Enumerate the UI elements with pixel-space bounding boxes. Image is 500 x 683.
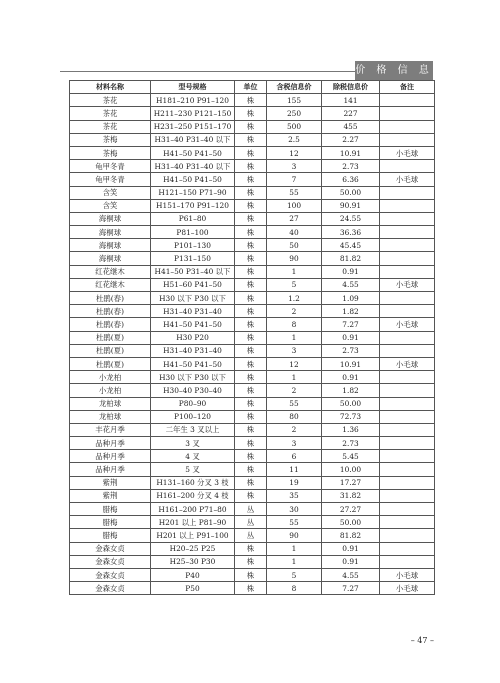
cell-price-notax: 2.73 xyxy=(322,160,380,173)
cell-unit: 株 xyxy=(235,344,267,357)
cell-unit: 株 xyxy=(235,305,267,318)
cell-material: 金森女贞 xyxy=(70,582,151,595)
cell-remark xyxy=(380,437,435,450)
cell-unit: 株 xyxy=(235,450,267,463)
cell-material: 龟甲冬青 xyxy=(70,160,151,173)
cell-spec: P101–130 xyxy=(151,239,235,252)
cell-price-tax: 30 xyxy=(267,503,322,516)
cell-price-tax: 55 xyxy=(267,516,322,529)
cell-material: 杜鹃(春) xyxy=(70,318,151,331)
cell-price-notax: 36.36 xyxy=(322,226,380,239)
cell-material: 丰花月季 xyxy=(70,423,151,436)
table-row xyxy=(70,265,435,278)
cell-material: 红花继木 xyxy=(70,265,151,278)
cell-remark xyxy=(380,503,435,516)
cell-spec: H30–40 P30–40 xyxy=(151,384,235,397)
cell-material: 龙柏球 xyxy=(70,397,151,410)
table-row xyxy=(70,463,435,476)
cell-remark: 小毛球 xyxy=(380,357,435,370)
cell-price-tax: 1 xyxy=(267,331,322,344)
table-row xyxy=(70,186,435,199)
cell-unit: 株 xyxy=(235,331,267,344)
cell-unit: 株 xyxy=(235,212,267,225)
cell-spec: H25–30 P30 xyxy=(151,555,235,568)
cell-price-tax: 1 xyxy=(267,542,322,555)
cell-price-notax: 0.91 xyxy=(322,265,380,278)
cell-spec: H211–230 P121–150 xyxy=(151,107,235,120)
cell-spec: P61–80 xyxy=(151,212,235,225)
cell-remark xyxy=(380,292,435,305)
table-row xyxy=(70,278,435,291)
cell-remark xyxy=(380,186,435,199)
cell-price-notax: 6.36 xyxy=(322,173,380,186)
cell-spec: H201 以上 P91–100 xyxy=(151,529,235,542)
table-row xyxy=(70,503,435,516)
cell-material: 品种月季 xyxy=(70,463,151,476)
table-row xyxy=(70,146,435,159)
cell-material: 龙柏球 xyxy=(70,410,151,423)
cell-spec: H231–250 P151–170 xyxy=(151,120,235,133)
cell-remark xyxy=(380,331,435,344)
cell-price-tax: 8 xyxy=(267,318,322,331)
cell-unit: 株 xyxy=(235,186,267,199)
cell-unit: 株 xyxy=(235,397,267,410)
cell-price-notax: 27.27 xyxy=(322,503,380,516)
cell-remark: 小毛球 xyxy=(380,146,435,159)
cell-price-notax: 17.27 xyxy=(322,476,380,489)
cell-price-tax: 2.5 xyxy=(267,133,322,146)
cell-price-notax: 50.00 xyxy=(322,516,380,529)
cell-spec: 5 叉 xyxy=(151,463,235,476)
cell-price-tax: 5 xyxy=(267,568,322,581)
cell-material: 品种月季 xyxy=(70,450,151,463)
cell-price-tax: 3 xyxy=(267,160,322,173)
cell-unit: 株 xyxy=(235,357,267,370)
cell-price-notax: 0.91 xyxy=(322,331,380,344)
cell-material: 紫荆 xyxy=(70,489,151,502)
table-row xyxy=(70,516,435,529)
cell-price-notax: 455 xyxy=(322,120,380,133)
table-row xyxy=(70,226,435,239)
cell-unit: 株 xyxy=(235,489,267,502)
cell-price-notax: 10.00 xyxy=(322,463,380,476)
cell-unit: 株 xyxy=(235,265,267,278)
cell-material: 金森女贞 xyxy=(70,568,151,581)
cell-material: 茶花 xyxy=(70,120,151,133)
cell-remark xyxy=(380,265,435,278)
col-header-unit: 单位 xyxy=(235,81,267,94)
cell-remark: 小毛球 xyxy=(380,318,435,331)
cell-remark xyxy=(380,120,435,133)
cell-price-notax: 24.55 xyxy=(322,212,380,225)
cell-price-tax: 80 xyxy=(267,410,322,423)
cell-unit: 株 xyxy=(235,107,267,120)
cell-spec: H31–40 P31–40 xyxy=(151,305,235,318)
cell-spec: 4 叉 xyxy=(151,450,235,463)
cell-spec: P81–100 xyxy=(151,226,235,239)
cell-remark xyxy=(380,450,435,463)
cell-material: 紫荆 xyxy=(70,476,151,489)
cell-material: 含笑 xyxy=(70,199,151,212)
section-header xyxy=(60,64,433,79)
cell-price-notax: 0.91 xyxy=(322,371,380,384)
cell-remark xyxy=(380,542,435,555)
cell-material: 茶花 xyxy=(70,107,151,120)
cell-unit: 株 xyxy=(235,542,267,555)
table-row xyxy=(70,437,435,450)
cell-price-tax: 100 xyxy=(267,199,322,212)
table-row xyxy=(70,476,435,489)
cell-material: 品种月季 xyxy=(70,437,151,450)
cell-price-tax: 250 xyxy=(267,107,322,120)
cell-remark xyxy=(380,384,435,397)
table-row xyxy=(70,344,435,357)
cell-spec: H131–160 分叉 3 枝 xyxy=(151,476,235,489)
cell-unit: 株 xyxy=(235,94,267,107)
cell-spec: H201 以上 P81–90 xyxy=(151,516,235,529)
table-row xyxy=(70,212,435,225)
cell-price-notax: 50.00 xyxy=(322,397,380,410)
cell-price-notax: 2.73 xyxy=(322,344,380,357)
cell-price-tax: 7 xyxy=(267,173,322,186)
cell-remark: 小毛球 xyxy=(380,582,435,595)
cell-price-tax: 19 xyxy=(267,476,322,489)
cell-material: 茶梅 xyxy=(70,133,151,146)
cell-material: 茶梅 xyxy=(70,146,151,159)
cell-spec: 二年生 3 叉以上 xyxy=(151,423,235,436)
cell-price-tax: 1 xyxy=(267,555,322,568)
table-row xyxy=(70,133,435,146)
cell-unit: 株 xyxy=(235,239,267,252)
cell-price-notax: 10.91 xyxy=(322,146,380,159)
cell-remark xyxy=(380,529,435,542)
cell-material: 茶花 xyxy=(70,94,151,107)
cell-remark xyxy=(380,305,435,318)
cell-remark xyxy=(380,252,435,265)
cell-remark xyxy=(380,107,435,120)
cell-material: 海桐球 xyxy=(70,239,151,252)
table-row xyxy=(70,160,435,173)
cell-price-tax: 3 xyxy=(267,437,322,450)
table-row xyxy=(70,120,435,133)
cell-remark xyxy=(380,239,435,252)
cell-spec: H41–50 P41–50 xyxy=(151,146,235,159)
cell-remark xyxy=(380,344,435,357)
cell-unit: 株 xyxy=(235,278,267,291)
table-row xyxy=(70,384,435,397)
cell-price-notax: 1.36 xyxy=(322,423,380,436)
table-row xyxy=(70,173,435,186)
col-header-remark: 备注 xyxy=(380,81,435,94)
cell-remark xyxy=(380,423,435,436)
col-header-material: 材料名称 xyxy=(70,81,151,94)
cell-material: 含笑 xyxy=(70,186,151,199)
cell-remark xyxy=(380,212,435,225)
table-row xyxy=(70,397,435,410)
cell-price-tax: 1 xyxy=(267,371,322,384)
cell-material: 腊梅 xyxy=(70,503,151,516)
cell-unit: 株 xyxy=(235,160,267,173)
cell-spec: 3 叉 xyxy=(151,437,235,450)
cell-remark xyxy=(380,94,435,107)
cell-material: 金森女贞 xyxy=(70,542,151,555)
cell-price-tax: 8 xyxy=(267,582,322,595)
cell-price-notax: 72.73 xyxy=(322,410,380,423)
cell-material: 海桐球 xyxy=(70,226,151,239)
cell-price-tax: 1 xyxy=(267,265,322,278)
cell-price-tax: 50 xyxy=(267,239,322,252)
cell-unit: 株 xyxy=(235,173,267,186)
cell-material: 杜鹃(夏) xyxy=(70,344,151,357)
cell-material: 红花继木 xyxy=(70,278,151,291)
cell-unit: 株 xyxy=(235,410,267,423)
cell-spec: P131–150 xyxy=(151,252,235,265)
cell-unit: 株 xyxy=(235,292,267,305)
table-row xyxy=(70,305,435,318)
cell-unit: 株 xyxy=(235,555,267,568)
cell-material: 杜鹃(春) xyxy=(70,305,151,318)
cell-price-tax: 500 xyxy=(267,120,322,133)
cell-price-notax: 81.82 xyxy=(322,529,380,542)
cell-remark xyxy=(380,463,435,476)
cell-unit: 丛 xyxy=(235,503,267,516)
table-row xyxy=(70,292,435,305)
cell-price-tax: 5 xyxy=(267,278,322,291)
table-row xyxy=(70,239,435,252)
cell-price-tax: 11 xyxy=(267,463,322,476)
cell-price-tax: 55 xyxy=(267,397,322,410)
cell-material: 海桐球 xyxy=(70,252,151,265)
cell-unit: 株 xyxy=(235,120,267,133)
table-row xyxy=(70,94,435,107)
cell-remark: 小毛球 xyxy=(380,173,435,186)
col-header-spec: 型号规格 xyxy=(151,81,235,94)
cell-price-notax: 7.27 xyxy=(322,318,380,331)
page-number: – 47 – xyxy=(410,636,434,645)
cell-price-tax: 55 xyxy=(267,186,322,199)
header-rule xyxy=(60,71,360,72)
cell-unit: 株 xyxy=(235,582,267,595)
cell-spec: H161–200 分叉 4 枝 xyxy=(151,489,235,502)
table-row xyxy=(70,410,435,423)
cell-price-tax: 35 xyxy=(267,489,322,502)
cell-price-tax: 12 xyxy=(267,146,322,159)
cell-material: 杜鹃(夏) xyxy=(70,331,151,344)
cell-material: 龟甲冬青 xyxy=(70,173,151,186)
cell-material: 腊梅 xyxy=(70,516,151,529)
cell-spec: H41–50 P41–50 xyxy=(151,357,235,370)
cell-unit: 株 xyxy=(235,463,267,476)
cell-price-notax: 2.73 xyxy=(322,437,380,450)
cell-price-notax: 90.91 xyxy=(322,199,380,212)
cell-spec: H161–200 P71–80 xyxy=(151,503,235,516)
cell-price-notax: 141 xyxy=(322,94,380,107)
cell-price-notax: 50.00 xyxy=(322,186,380,199)
cell-remark xyxy=(380,397,435,410)
cell-unit: 株 xyxy=(235,568,267,581)
cell-spec: H20–25 P25 xyxy=(151,542,235,555)
table-row xyxy=(70,107,435,120)
cell-material: 海桐球 xyxy=(70,212,151,225)
cell-unit: 株 xyxy=(235,476,267,489)
cell-unit: 株 xyxy=(235,226,267,239)
table-row xyxy=(70,423,435,436)
cell-remark xyxy=(380,226,435,239)
cell-price-notax: 4.55 xyxy=(322,278,380,291)
table-row xyxy=(70,199,435,212)
cell-price-notax: 5.45 xyxy=(322,450,380,463)
cell-spec: H30 以下 P30 以下 xyxy=(151,371,235,384)
table-row xyxy=(70,331,435,344)
cell-price-notax: 10.91 xyxy=(322,357,380,370)
section-title: 价 格 信 息 xyxy=(355,61,433,81)
cell-unit: 株 xyxy=(235,318,267,331)
cell-remark xyxy=(380,516,435,529)
cell-price-tax: 2 xyxy=(267,423,322,436)
cell-spec: H30 P20 xyxy=(151,331,235,344)
cell-price-tax: 2 xyxy=(267,384,322,397)
cell-unit: 丛 xyxy=(235,516,267,529)
cell-price-tax: 27 xyxy=(267,212,322,225)
cell-price-notax: 45.45 xyxy=(322,239,380,252)
cell-price-notax: 0.91 xyxy=(322,542,380,555)
col-header-price-notax: 除税信息价 xyxy=(322,81,380,94)
cell-price-notax: 81.82 xyxy=(322,252,380,265)
table-row xyxy=(70,357,435,370)
cell-price-tax: 40 xyxy=(267,226,322,239)
table-body xyxy=(70,94,435,595)
table-row xyxy=(70,450,435,463)
cell-spec: H121–150 P71–90 xyxy=(151,186,235,199)
cell-remark xyxy=(380,410,435,423)
cell-remark xyxy=(380,555,435,568)
cell-price-tax: 90 xyxy=(267,529,322,542)
cell-remark: 小毛球 xyxy=(380,278,435,291)
cell-spec: P80–90 xyxy=(151,397,235,410)
cell-remark xyxy=(380,489,435,502)
cell-price-tax: 2 xyxy=(267,305,322,318)
col-header-price-tax: 含税信息价 xyxy=(267,81,322,94)
cell-spec: H31–40 P31–40 以下 xyxy=(151,160,235,173)
cell-spec: H41–50 P41–50 xyxy=(151,318,235,331)
cell-material: 小龙柏 xyxy=(70,371,151,384)
cell-price-tax: 155 xyxy=(267,94,322,107)
table-row xyxy=(70,252,435,265)
cell-unit: 株 xyxy=(235,199,267,212)
cell-unit: 株 xyxy=(235,423,267,436)
cell-material: 杜鹃(春) xyxy=(70,292,151,305)
cell-spec: P40 xyxy=(151,568,235,581)
cell-material: 腊梅 xyxy=(70,529,151,542)
cell-price-tax: 1.2 xyxy=(267,292,322,305)
cell-remark xyxy=(380,371,435,384)
cell-remark xyxy=(380,476,435,489)
cell-material: 金森女贞 xyxy=(70,555,151,568)
cell-spec: P50 xyxy=(151,582,235,595)
cell-price-tax: 3 xyxy=(267,344,322,357)
cell-price-tax: 12 xyxy=(267,357,322,370)
table-row xyxy=(70,582,435,595)
cell-spec: H30 以下 P30 以下 xyxy=(151,292,235,305)
cell-price-notax: 2.27 xyxy=(322,133,380,146)
table-row xyxy=(70,555,435,568)
cell-price-notax: 1.82 xyxy=(322,384,380,397)
cell-spec: H31–40 P31–40 以下 xyxy=(151,133,235,146)
cell-unit: 株 xyxy=(235,371,267,384)
cell-spec: P100–120 xyxy=(151,410,235,423)
table-row xyxy=(70,568,435,581)
cell-unit: 丛 xyxy=(235,529,267,542)
cell-spec: H41–50 P31–40 以下 xyxy=(151,265,235,278)
cell-price-notax: 1.09 xyxy=(322,292,380,305)
cell-spec: H31–40 P31–40 xyxy=(151,344,235,357)
cell-price-notax: 0.91 xyxy=(322,555,380,568)
cell-material: 杜鹃(夏) xyxy=(70,357,151,370)
cell-price-notax: 31.82 xyxy=(322,489,380,502)
cell-unit: 株 xyxy=(235,133,267,146)
cell-unit: 株 xyxy=(235,437,267,450)
cell-price-tax: 6 xyxy=(267,450,322,463)
cell-unit: 株 xyxy=(235,252,267,265)
cell-spec: H151–170 P91–120 xyxy=(151,199,235,212)
cell-remark xyxy=(380,199,435,212)
cell-spec: H51–60 P41–50 xyxy=(151,278,235,291)
cell-spec: H181–210 P91–120 xyxy=(151,94,235,107)
cell-spec: H41–50 P41–50 xyxy=(151,173,235,186)
cell-unit: 株 xyxy=(235,384,267,397)
table-row xyxy=(70,529,435,542)
table-row xyxy=(70,371,435,384)
cell-price-notax: 227 xyxy=(322,107,380,120)
cell-remark xyxy=(380,160,435,173)
table-row xyxy=(70,489,435,502)
cell-price-notax: 1.82 xyxy=(322,305,380,318)
table-row xyxy=(70,542,435,555)
cell-price-tax: 90 xyxy=(267,252,322,265)
cell-remark xyxy=(380,133,435,146)
table-row xyxy=(70,318,435,331)
price-table xyxy=(69,80,435,595)
cell-price-notax: 7.27 xyxy=(322,582,380,595)
cell-price-notax: 4.55 xyxy=(322,568,380,581)
cell-unit: 株 xyxy=(235,146,267,159)
table-header-row xyxy=(70,81,435,94)
cell-material: 小龙柏 xyxy=(70,384,151,397)
cell-remark: 小毛球 xyxy=(380,568,435,581)
